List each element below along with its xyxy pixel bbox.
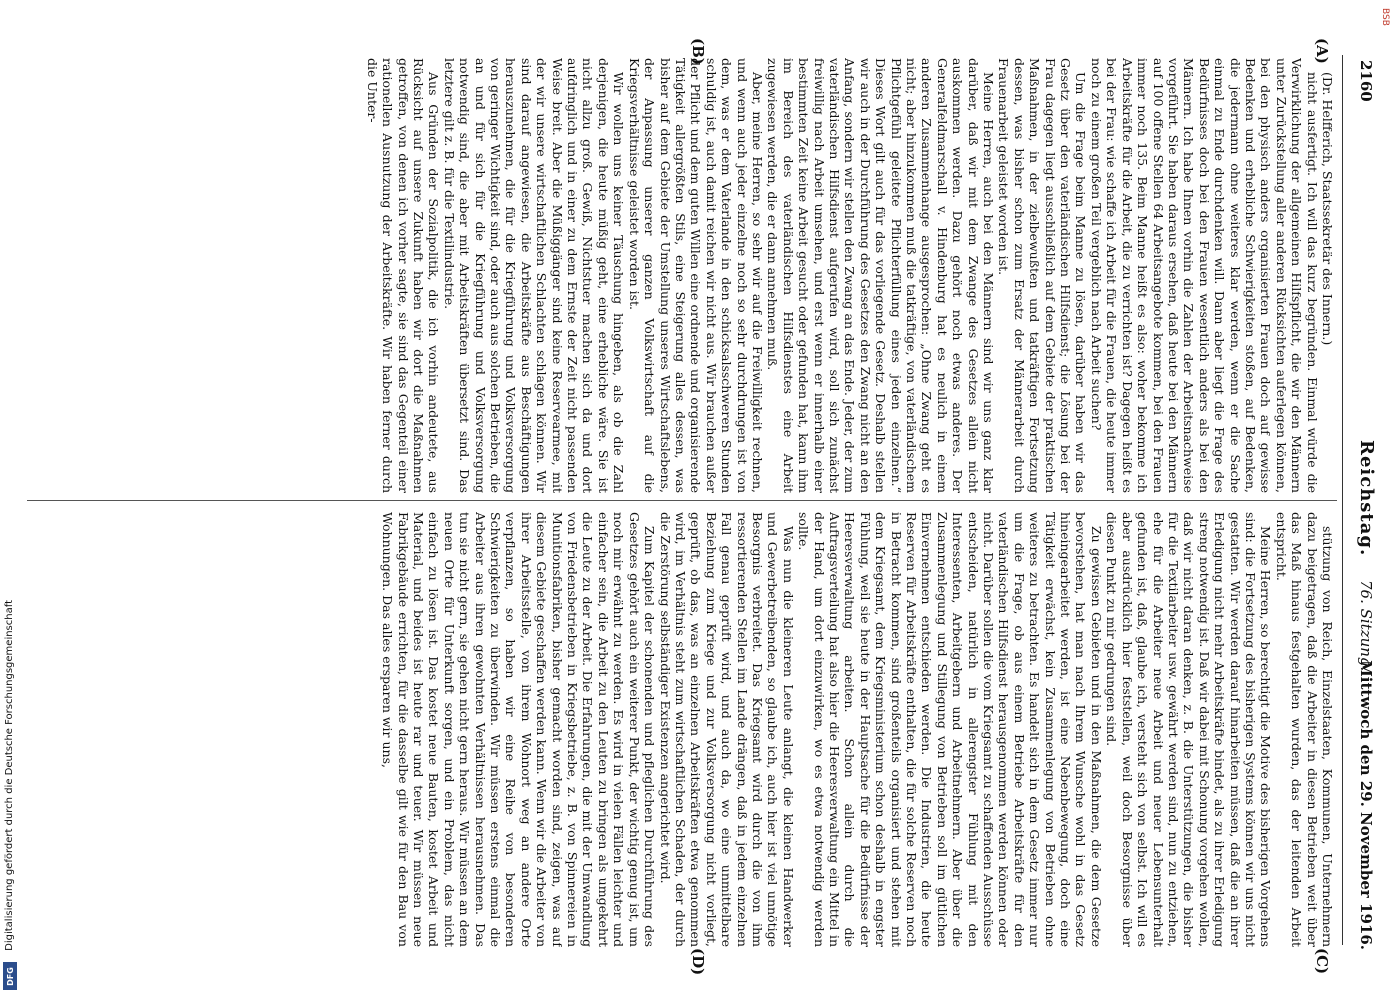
paragraph: Was nun die kleineren Leute anlangt, die kleinen Handwerker und Gewerbetreibenden, so glaube ich, auch hier ist viel unnötige Besorgnis verbreitet. Das Kriegsamt wird durch die von ihm ressortierenden Stellen im Lande drängen, daß in jedem einzelnen Fall genau geprüft wird, und auch da, wo eine unmittelbare Beziehung zum Kriege und zur Volksversorgung nicht vorliegt, geprüft, ob das, was an einzelnen Arbeitskräften etwa genommen wird, im Verhältnis steht zum wirtschaftlichen Schaden, der durch die Zerstörung selbständiger Existenzen angerichtet wird. bbox=[657, 512, 796, 947]
page-header bbox=[1347, 60, 1377, 950]
header-divider bbox=[1342, 55, 1343, 945]
dfg-logo-text: DFG bbox=[5, 966, 15, 986]
left-column bbox=[15, 58, 1335, 493]
page-title: Reichstag. bbox=[1356, 440, 1377, 557]
margin-mark-d: (D) bbox=[689, 948, 707, 976]
column-divider bbox=[27, 500, 1337, 501]
session-label: 76. Sitzung. bbox=[1357, 580, 1375, 672]
page-number: 2160 bbox=[1357, 60, 1375, 102]
margin-mark-a: (A) bbox=[1313, 38, 1331, 64]
paragraph: Meine Herren, so berechtigt die Motive des bisherigen Vorgehens sind: die Fortsetzung des bisherigen Systems können wir uns nicht gestatten. Wir werden darauf hinarbeiten müssen, daß die an ihrer Erledigung nicht mehr Arbeitskräfte bindet, als zu ihrer Erledigung streng notwendig ist. Daß wir dabei mit Schonung vorgehen wollen, daß wir nicht daran denken, z. B. die Unterstützungen, die bisher für die Textilarbeiter usw. gewährt werden sind, nun zu entziehen, ehe für die Arbeiter neue Arbeit und neuer Lebensunterhalt gefunden ist, daß, glaube ich, versteht sich von selbst. Ich will es aber ausdrücklich hier feststellen, weil doch Besorgnisse über diesen Punkt zu mir gedrungen sind. bbox=[1104, 512, 1274, 947]
paragraph: Wir wollen uns keiner Täuschung hingeben, als ob die Zahl derjenigen, die heute müßig geht, eine erhebliche wäre. Sie ist nicht allzu groß. Gewiß, Nichtstuer machen sich da und dort aufdringlich und in einer zu dem Ernste der Zeit nicht passenden Weise breit. Aber die Müßiggänger sind keine Reservearmee, mit der wir unsere wirtschaftlichen Schlachten schlagen können. Wir sind darauf angewiesen, die Arbeitskräfte aus Beschäftigungen herauszunehmen, die für die Kriegführung und Volksversorgung von geringer Wichtigkeit sind, oder auch aus solchen Betrieben, die an und für sich für die Kriegführung und Volksversorgung notwendig sind, die aber mit Arbeitskräften übersetzt sind. Das letztere gilt z. B. für die Textilindustrie. bbox=[441, 58, 627, 493]
paragraph: Meine Herren, auch bei den Männern sind wir uns ganz klar darüber, daß wir mit dem Zwange des Gesetzes allein nicht auskommen werden. Dazu gehört noch etwas anderes. Der Generalfeldmarschall v. Hindenburg hat es neulich in einem anderen Zusammenhange ausgesprochen: „Ohne Zwang geht es nicht; aber hinzukommen muß die tatkräftige, von vaterländischem Pflichtgefühl geleitete Pflichterfüllung eines jeden einzelnen.“ Dieses Wort gilt auch für das vorliegende Gesetz. Deshalb stellen wir auch in der Durchführung des Gesetzes den Zwang nicht an den Anfang, sondern wir stellen den Zwang an das Ende. Jeder, der zum vaterländischen Hilfsdienst aufgerufen wird, soll sich zunächst freiwillig nach Arbeit umsehen, und erst wenn er innerhalb einer bestimmten Zeit keine Arbeit gesucht oder gefunden hat, kann ihm im Bereich des vaterländischen Hilfsdienstes eine Arbeit zugewiesen werden, die er dann annehmen muß. bbox=[765, 58, 997, 493]
digitization-credit: Digitalisierung gefördert durch die Deutsche Forschungsgemeinschaft bbox=[4, 600, 15, 951]
margin-mark-b: (B) bbox=[689, 38, 707, 65]
paragraph: Zum Kapitel der schonenden und pfleglichen Durchführung des Gesetzes gehört auch ein weiterer Punkt, der wichtig genug ist, um noch mir erwähnt zu werden. Es wird in vielen Fällen leichter und einfacher sein, die Arbeit zu den Leuten zu bringen als umgekehrt die Leute zu der Arbeit. Die Erfahrungen, die mit der Umwandlung von Friedensbetrieben in Kriegsbetriebe, z. B. von Spinnereien in Munitionsfabriken, bisher gemacht worden sind, zeigen, was auf diesem Gebiete geschaffen werden kann. Wenn wir die Arbeiter von ihrer Arbeitsstelle, von ihrem Wohnort weg an andere Orte verpflanzen, so haben wir eine Reihe von besonderen Schwierigkeiten zu überwinden. Wir müssen erstens einmal die Arbeiter aus ihren gewohnten Verhältnissen herausnehmen. Das tun sie nicht gern, sie gehen nicht gern heraus. Wir müssen an dem neuen Orte für Unterkunft sorgen, und ein Problem, das nicht einfach zu lösen ist. Das kostet neue Bauten, kostet Arbeit und Material, und beides ist heute rar und teuer. Wir müssen neue Fabrikgebäude errichten, für die dasselbe gilt wie für den Bau von Wohnungen. Das alles ersparen wir uns, bbox=[380, 512, 658, 947]
paragraph: Aus Gründen der Sozialpolitik, die ich vorhin andeutete, aus Rücksicht auf unsere Zukunft haben wir dort die Maßnahmen getroffen, von denen ich vorher sagte, sie sind das Gegenteil einer rationellen Ausnutzung der Arbeitskräfte. Wir haben ferner durch die Unter- bbox=[364, 58, 442, 493]
paragraph: Zu gewissen Gebieten und in den Maßnahmen, die dem Gesetze bevorstehen, hat man nach Ihrem Wunsche wohl in das Gesetz hineingearbeitet werden, ist eine Nebenbewegung, doch eine Tätigkeit erwächst, kein Zusammenlegung von Betrieben ohne weiteres zu betrachten. Es handelt sich in dem Gesetz immer nur um die Frage, ob aus einem Betriebe Arbeitskräfte für den vaterländischen Hilfsdienst herausgenommen werden können oder nicht. Darüber sollen die vom Kriegsamt zu schaffenden Ausschüsse entscheiden, natürlich in allerengster Fühlung mit den Interessenten, Arbeitgebern und Arbeitnehmern. Aber über die Zusammenlegung und Stillegung von Betrieben soll im gütlichen Einvernehmen entschieden werden. Die Industrien, die heute Reserven für Arbeitskräfte enthalten, die für solche Reserven noch in Betracht kommen, sind großenteils organisiert und stehen mit dem Kriegsamt, dem Kriegsministerium schon deshalb in engster Fühlung, weil sie heute in der Hauptsache für die Bedürfnisse der Heeresverwaltung arbeiten. Schon allein durch die Auftragsverteilung hat also hier die Heeresverwaltung ein Mittel in der Hand, um dort einzuwirken, wo es etwa notwendig werden sollte. bbox=[796, 512, 1104, 947]
session-date: Mittwoch den 29. November 1916. bbox=[1357, 660, 1375, 950]
paragraph: Aber, meine Herren, so sehr wir auf die Freiwilligkeit rechnen, und wenn auch jeder einzelne noch so sehr durchdrungen ist von dem, was er dem Vaterlande in den schicksalsschweren Stunden schuldig ist, auch damit reichen wir nicht aus. Wir brauchen außer der Pflicht und dem guten Willen eine ordnende und organisierende Tätigkeit allergrößten Stils, eine Steigerung alles dessen, was bisher auf dem Gebiete der Umstellung unseres Wirtschaftslebens, der Anpassung unserer ganzen Volkswirtschaft auf die Kriegsverhältnisse geleistet worden ist. bbox=[626, 58, 765, 493]
paragraph: nicht ausfertigt. Ich will das kurz begründen. Einmal würde die Verwirklichung der allgemeinen Hilfspflicht, die wir den Männern unter Zurückstellung aller anderen Rücksichten auferlegen können, bei den physisch anders organisierten Frauen doch auf gewisse Bedenken und erhebliche Schwierigkeiten stoßen, auf Bedenken, die jedermann ohne weiteres klar werden, wenn er die Sache einmal zu Ende durchdenken will. Dann aber liegt die Frage des Bedürfnisses doch bei den Frauen wesentlich anders als bei den Männern. Ich habe Ihnen vorhin die Zahlen der Arbeitsnachweise vorgeführt. Sie haben daraus ersehen, daß heute bei den Männern auf 100 offene Stellen 64 Arbeitsangebote kommen, bei den Frauen immer noch 135. Beim Manne heißt es also: woher bekomme ich Arbeitskräfte für die Arbeit, die zu verrichten ist? Dagegen heißt es bei der Frau: wie schaffe ich Arbeit für die Frauen, die heute immer noch zu einem großen Teil vergeblich nach Arbeit suchen? bbox=[1088, 58, 1320, 493]
page-code: BSB bbox=[1380, 8, 1390, 26]
paragraph: (Dr. Helfferich, Staatssekretär des Innern.) bbox=[1320, 72, 1335, 346]
dfg-logo bbox=[3, 962, 17, 990]
margin-mark-c: (C) bbox=[1313, 948, 1331, 975]
right-column bbox=[15, 512, 1335, 947]
paragraph: Um die Frage beim Manne zu lösen, darüber haben wir das Gesetz über den vaterländischen Hilfsdienst; die Lösung bei der Frau dagegen liegt ausschließlich auf dem Gebiete der praktischen Maßnahmen, in der zielbewußten und tatkräftigen Fortsetzung dessen, was bisher schon zum Ersatz der Männerarbeit durch Frauenarbeit geleistet worden ist. bbox=[996, 58, 1089, 493]
paragraph: stützung von Reich, Einzelstaaten, Kommunen, Unternehmern dazu beigetragen, daß die Arbeiter in diesen Betrieben weit über das Maß hinaus festgehalten wurden, das der leitenden Arbeit entspricht. bbox=[1273, 512, 1335, 947]
